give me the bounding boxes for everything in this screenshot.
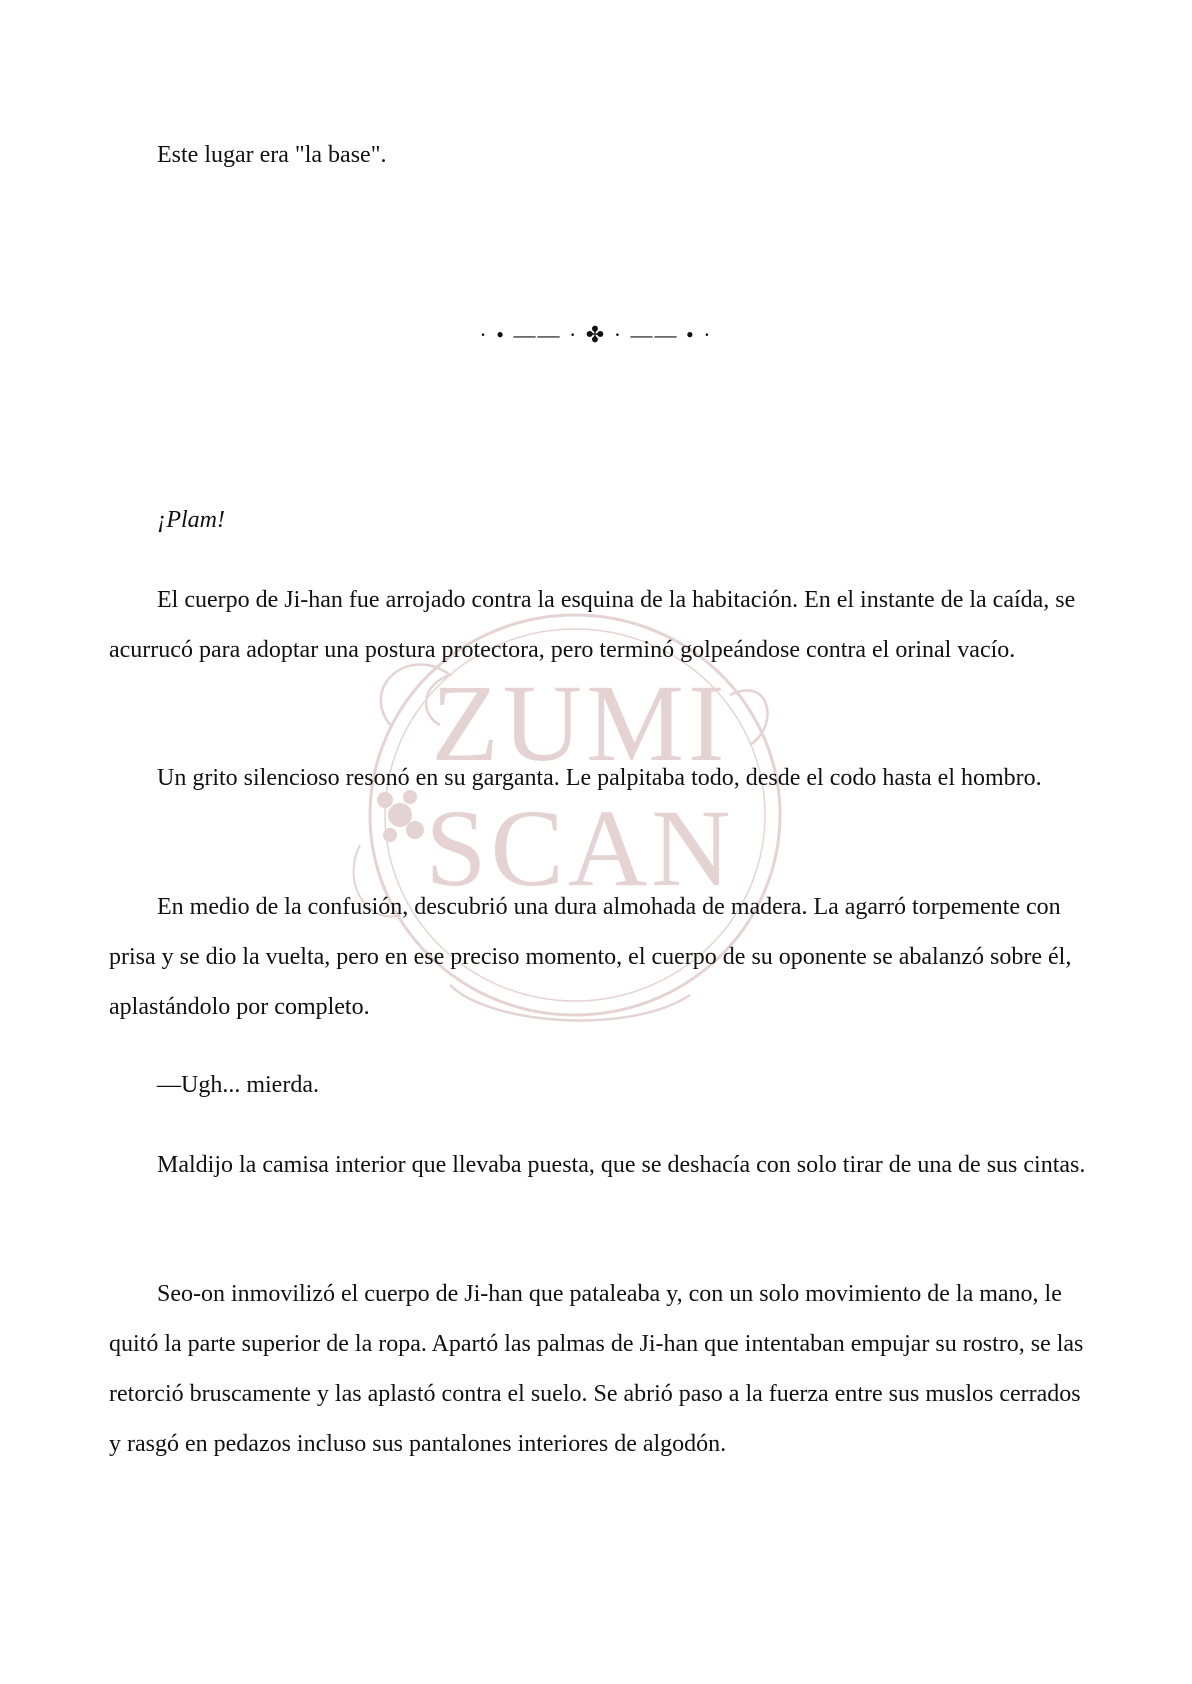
watermark-word-zumi: ZUMI [431,662,729,784]
paragraph-1: Este lugar era "la base". [157,142,387,168]
watermark-word-scan: SCAN [425,787,735,909]
paragraph-2: ¡Plam! [157,507,225,533]
paragraph-3: El cuerpo de Ji-han fue arrojado contra la esquina de la habitación. En el instante de la caída, se acurrucó para adoptar una postura protectora, pero terminó golpeándose contra el orinal vacío. [109,587,1076,663]
paragraph-7: Maldijo la camisa interior que llevaba puesta, que se deshacía con solo tirar de una de sus cintas. [157,1152,1086,1178]
paragraph-4: Un grito silencioso resonó en su garganta. Le palpitaba todo, desde el codo hasta el hombro. [157,765,1042,791]
section-divider-ornament: · • —— · ✤ · —— • · [479,322,713,347]
paragraph-8: Seo-on inmovilizó el cuerpo de Ji-han que pataleaba y, con un solo movimiento de la mano, le quitó la parte superior de la ropa. Apartó las palmas de Ji-han que intentaban empujar su rostro, se las retorció bruscamente y las aplastó contra el suelo. Se abrió paso a la fuerza entre sus muslos cerrados y rasgó en pedazos incluso sus pantalones interiores de algodón. [109,1281,1084,1457]
paragraph-5: En medio de la confusión, descubrió una dura almohada de madera. La agarró torpemente con prisa y se dio la vuelta, pero en ese preciso momento, el cuerpo de su oponente se abalanzó sobre él, aplastándolo por completo. [109,894,1072,1020]
paragraph-6: —Ugh... mierda. [157,1072,319,1098]
